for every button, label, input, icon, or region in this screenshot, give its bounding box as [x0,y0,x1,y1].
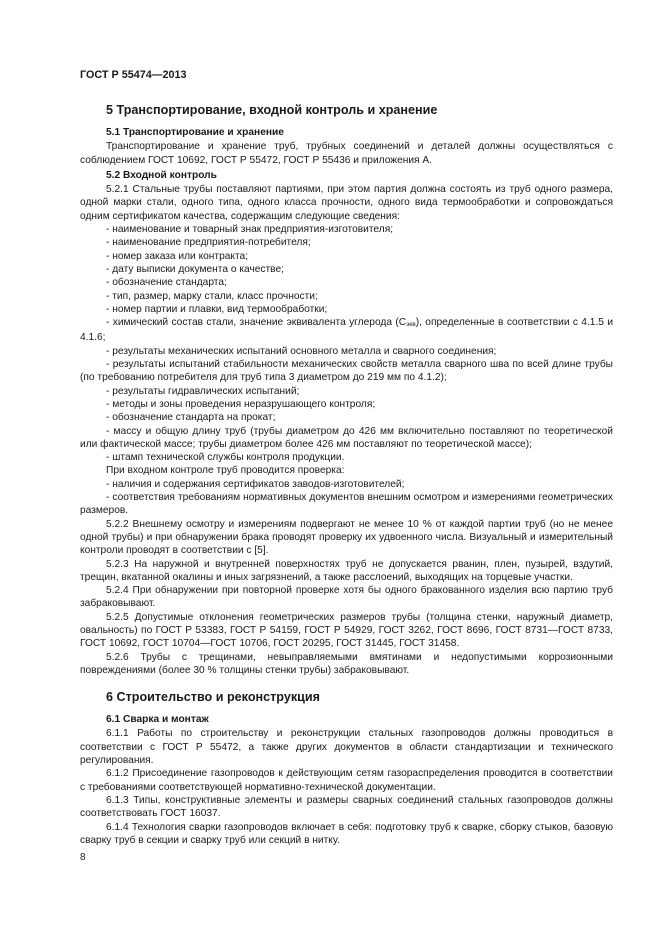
chem-text-after: ), определенные в соответствии с 4.1.5 и 4.1.6; [80,317,614,344]
paragraph-6-1-2: 6.1.2 Присоединение газопроводов к действующим сетям газораспределения проводится в соответствии с требованиями соответствующей нормативно-технической документации. [80,768,613,793]
list-item: - наименование и товарный знак предприятия-изготовителя; [106,224,394,236]
paragraph-5-2-1: 5.2.1 Стальные трубы поставляют партиями, при этом партия должна состоять из труб одного размера, одной марки стали, одного типа, одного класса прочности, одного вида термообработки и сопровождаться одним сертификатом качества, содержащим следующие сведения: [80,184,613,222]
paragraph-6-1-1: 6.1.1 Работы по строительству и реконструкции стальных газопроводов должны проводиться в соответствии с ГОСТ Р 55472, а также других документов в области стандартизации и технического регулирования. [80,728,613,767]
paragraph-6-1-3: 6.1.3 Типы, конструктивные элементы и размеры сварных соединений стальных газопроводов должны соответствовать ГОСТ 16037. [80,794,613,820]
list-item: - штамп технической службы контроля продукции. [106,452,345,464]
subsection-5-2-title: 5.2 Входной контроль [106,169,217,181]
paragraph-6-1-4: 6.1.4 Технология сварки газопроводов включает в себя: подготовку труб к сварке, сборку стыков, базовую сварку труб в секции и сварку труб или секций в нитку. [80,821,613,846]
list-item: - дату выписки документа о качестве; [106,263,284,275]
paragraph-5-2-3: 5.2.3 На наружной и внутренней поверхностях труб не допускается рванин, плен, пузырей, вздутий, трещин, вкатанной окалины и иных загрязнений, а также расслоений, выходящих на торцевые участки. [80,558,613,583]
list-item: - номер партии и плавки, вид термообработки; [106,303,328,315]
list-item: - массу и общую длину труб (трубы диаметром до 426 мм включительно поставляют по теоретической или фактической массе; трубы диаметром более 426 мм поставляют по теоретической массе); [80,425,613,450]
chem-subscript: экв [406,321,416,329]
page-number: 8 [80,852,86,863]
list-item: - обозначение стандарта; [106,277,227,289]
paragraph-5-1: Транспортирование и хранение труб, трубных соединений и деталей должны осуществляться с соблюдением ГОСТ 10692, ГОСТ Р 55472, ГОСТ Р 55436 и приложения А. [80,141,613,166]
document-header: ГОСТ Р 55474—2013 [80,69,187,81]
subsection-5-1-title: 5.1 Транспортирование и хранение [106,127,284,138]
list-item: - результаты испытаний стабильности механических свойств металла сварного шва по всей длине трубы (по требованию потребителя для труб типа 3 диаметром до 219 мм по 4.1.2); [80,359,613,384]
paragraph-5-2-6: 5.2.6 Трубы с трещинами, невыправляемыми вмятинами и недопустимыми коррозионными повреждениями (более 30 % толщины стенки трубы) забраковывают. [80,651,613,676]
paragraph-5-2-4: 5.2.4 При обнаружении при повторной проверке хотя бы одного бракованного изделия всю партию труб забраковывают. [80,585,613,610]
paragraph-5-2-5: 5.2.5 Допустимые отклонения геометрических размеров трубы (толщина стенки, наружный диаметр, овальность) по ГОСТ Р 53383, ГОСТ Р 54159, ГОСТ Р 54929, ГОСТ 3262, ГОСТ 8696, ГОСТ 8731—ГОСТ 8733, ГОСТ 10692, ГОСТ 10704—ГОСТ 10706, ГОСТ 20295, ГОСТ 31445, ГОСТ 31458. [80,611,613,650]
list-item: - обозначение стандарта на прокат; [106,412,276,424]
list-item: - наименование предприятия-потребителя; [106,237,311,249]
list-item: - номер заказа или контракта; [106,250,249,262]
document-body [80,97,613,847]
list-item: - соответствия требованиям нормативных документов внешним осмотром и измерениями геометрических размеров. [80,492,613,517]
list-item: - результаты гидравлических испытаний; [106,385,300,397]
list-item: - наличия и содержания сертификатов заводов-изготовителей; [106,478,405,490]
list-item: - результаты механических испытаний основного металла и сварного соединения; [106,345,497,357]
check-intro: При входном контроле труб проводится проверка: [106,465,345,477]
subsection-6-1-title: 6.1 Сварка и монтаж [106,714,209,726]
section-5-title: 5 Транспортирование, входной контроль и хранение [106,103,438,117]
list-item-chemical-composition [80,316,613,345]
paragraph-5-2-2: 5.2.2 Внешнему осмотру и измерениям подвергают не менее 10 % от каждой партии труб (но не менее одной трубы) и при обнаружении брака проводят проверку их удвоенного числа. Визуальный и измерительный контроли проводят в соответствии с [5]. [80,518,613,557]
section-6-title: 6 Строительство и реконструкция [106,690,320,705]
list-item: - методы и зоны проведения неразрушающего контроля; [106,398,376,410]
list-item: - тип, размер, марку стали, класс прочности; [106,290,318,302]
chem-text-before: - химический состав стали, значение эквивалента углерода (С [106,317,407,329]
